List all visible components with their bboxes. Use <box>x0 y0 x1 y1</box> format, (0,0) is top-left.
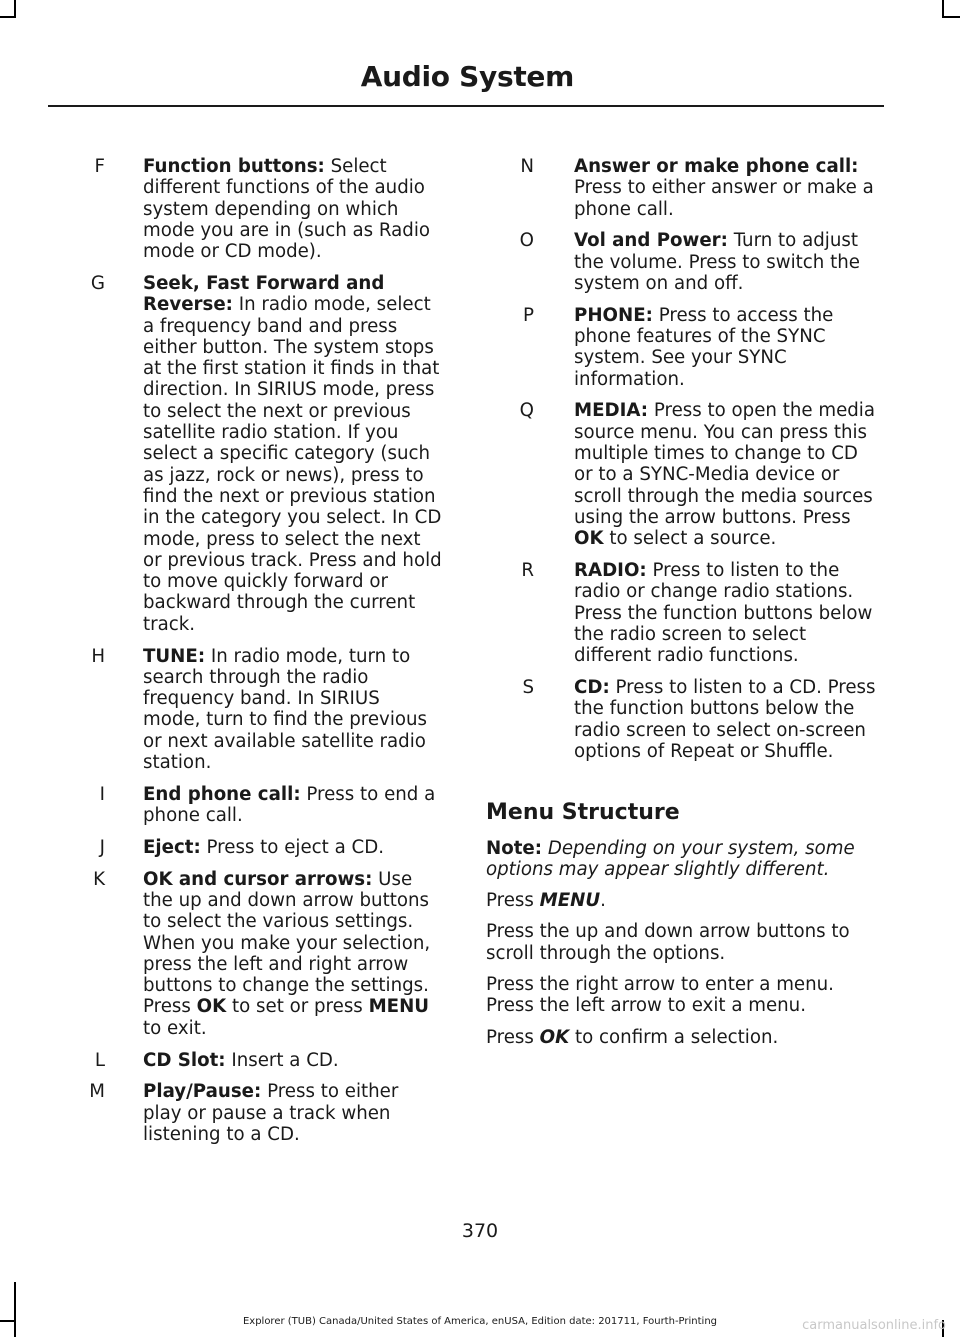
right-column <box>486 156 876 1058</box>
legend-term: OK and cursor arrows: <box>143 868 373 890</box>
legend-letter: K <box>93 868 105 890</box>
legend-entry-m <box>60 1081 442 1145</box>
legend-entry-f <box>60 156 442 262</box>
crop-mark <box>14 1282 16 1337</box>
legend-entry-q <box>486 400 876 549</box>
legend-description: Turn to adjust the volume. Press to switch the system on and off. <box>574 230 860 294</box>
instruction-paragraph: Press the right arrow to enter a menu. Press the left arrow to exit a menu. <box>486 974 834 1017</box>
legend-letter: I <box>99 783 105 805</box>
legend-term: TUNE: <box>143 645 206 667</box>
legend-term: Eject: <box>143 836 201 858</box>
legend-description: to set or press <box>226 996 369 1018</box>
instruction-paragraph: Press OK to confirm a selection. <box>486 1026 779 1048</box>
legend-description: In radio mode, select a frequency band and press either button. The system stops at the first station it finds in that direction. In SIRIUS mode, press to select the next or previous satellite radio station. If you select a specific category (such as jazz, rock or news), press to find the next or previous station in the category you select. In CD mode, press to select the next or previous track. Press and hold to move quickly forward or backward through the current track. <box>143 294 442 635</box>
crop-mark <box>0 16 16 18</box>
keyword-ok: OK <box>196 996 227 1018</box>
note-paragraph <box>486 838 876 881</box>
legend-description: Press to end a phone call. <box>143 783 436 827</box>
note-label: Note: <box>486 837 543 859</box>
legend-entry-o <box>486 230 876 294</box>
legend-term: CD: <box>574 677 610 699</box>
legend-entry-s <box>486 677 876 762</box>
legend-description: Use the up and down arrow buttons to select the various settings. When you make your selection, press the left and right arrow buttons to change the settings. Press <box>143 868 431 1018</box>
legend-letter: H <box>91 645 105 667</box>
crop-mark <box>944 16 960 18</box>
legend-term: RADIO: <box>574 560 647 582</box>
legend-term: MEDIA: <box>574 400 649 422</box>
legend-term: Function buttons: <box>143 156 325 177</box>
legend-letter: L <box>94 1049 105 1071</box>
legend-entry-l <box>60 1050 442 1071</box>
section-heading-menu-structure: Menu Structure <box>486 800 680 826</box>
legend-term: Answer or make phone call: <box>574 156 859 177</box>
legend-letter: N <box>520 156 534 177</box>
legend-entry-h <box>60 646 442 774</box>
page-title: Audio System <box>360 60 574 93</box>
legend-entry-g <box>60 273 442 635</box>
legend-description: Press to access the phone features of the SYNC system. See your SYNC information. <box>574 304 834 390</box>
legend-letter: Q <box>519 400 534 422</box>
legend-entry-n <box>486 156 876 220</box>
header-divider <box>48 105 884 107</box>
note-text: Depending on your system, some options may appear slightly different. <box>486 837 855 880</box>
legend-letter: S <box>522 677 534 699</box>
legend-description: Press to eject a CD. <box>200 836 384 858</box>
legend-description: to select a source. <box>603 528 777 550</box>
legend-description: Insert a CD. <box>225 1049 339 1071</box>
legend-term: PHONE: <box>574 304 653 326</box>
legend-term: Seek, Fast Forward and Reverse: <box>143 272 385 316</box>
legend-entry-r <box>486 560 876 666</box>
legend-description: Press to listen to a CD. Press the function buttons below the radio screen to select on-screen options of Repeat or Shuffle. <box>574 677 876 762</box>
legend-entry-j <box>60 837 442 858</box>
instruction-paragraph: Press MENU. <box>486 890 606 912</box>
legend-letter: G <box>90 272 105 294</box>
instruction-paragraph: Press the up and down arrow buttons to scroll through the options. <box>486 921 850 964</box>
legend-letter: J <box>99 836 105 858</box>
keyword-menu: MENU <box>368 996 430 1018</box>
legend-letter: M <box>89 1081 105 1103</box>
keyword-menu: MENU <box>539 890 601 912</box>
legend-description: to exit. <box>143 1017 207 1039</box>
legend-description: Press to open the media source menu. You can press this multiple times to change to CD or to a SYNC-Media device or scroll through the media sources using the arrow buttons. Press <box>574 400 875 528</box>
legend-letter: P <box>523 304 534 326</box>
legend-description: Press to either play or pause a track when listening to a CD. <box>143 1081 399 1145</box>
legend-entry-p <box>486 305 876 390</box>
legend-entry-k <box>60 869 442 1039</box>
keyword-ok: OK <box>539 1026 570 1048</box>
legend-letter: O <box>519 230 534 252</box>
legend-term: Play/Pause: <box>143 1081 262 1103</box>
keyword-ok: OK <box>574 528 604 550</box>
footer-edition-info: Explorer (TUB) Canada/United States of America, enUSA, Edition date: 201711, Fourth-Printing <box>242 1316 718 1327</box>
left-column <box>60 156 442 1156</box>
legend-entry-i <box>60 784 442 827</box>
watermark: carmanualsonline.info <box>802 1318 946 1333</box>
legend-term: End phone call: <box>143 783 301 805</box>
legend-description: Press to either answer or make a phone call. <box>574 177 874 220</box>
legend-term: CD Slot: <box>143 1049 226 1071</box>
legend-description: Select different functions of the audio system depending on which mode you are in (such as Radio mode or CD mode). <box>143 156 431 263</box>
legend-description: In radio mode, turn to search through the radio frequency band. In SIRIUS mode, turn to find the previous or next available satellite radio station. <box>143 645 428 774</box>
legend-description: Press to listen to the radio or change radio stations. Press the function buttons below the radio screen to select different radio functions. <box>574 560 873 667</box>
legend-letter: F <box>94 156 105 177</box>
legend-term: Vol and Power: <box>574 230 728 252</box>
page-number: 370 <box>461 1220 499 1242</box>
legend-letter: R <box>521 560 534 582</box>
